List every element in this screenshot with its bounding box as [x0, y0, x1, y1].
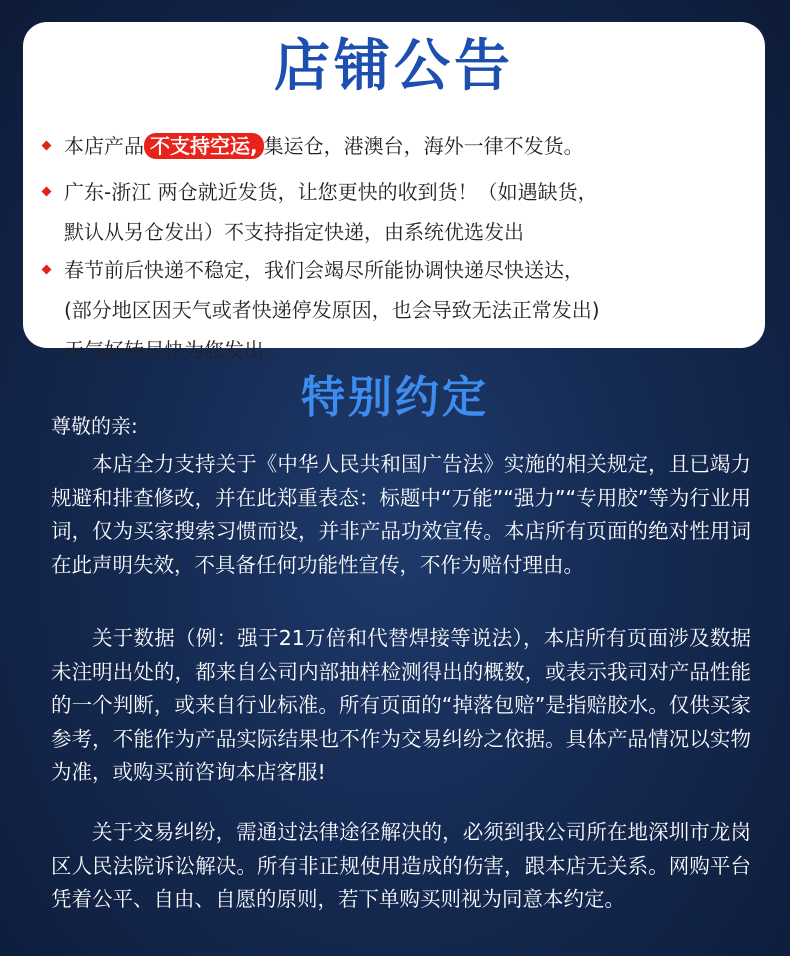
- notice-text: 广东-浙江 两仓就近发货，让您更快的收到货！（如遇缺货，: [64, 180, 598, 204]
- notice-item-warehouse: [43, 172, 745, 252]
- notice-item-shipping-restriction: [43, 126, 745, 166]
- agreement-title: 特别约定: [301, 372, 489, 423]
- notice-text: 默认从另仓发出）不支持指定快递，由系统优选发出: [64, 220, 524, 244]
- notice-text: 本店产品: [64, 134, 144, 158]
- greeting: 尊敬的亲:: [51, 414, 138, 438]
- notice-text: 集运仓，港澳台，海外一律不发货。: [263, 134, 584, 158]
- red-diamond-bullet-icon: [42, 265, 52, 275]
- agreement-paragraph-ad-law: 本店全力支持关于《中华人民共和国广告法》实施的相关规定，且已竭力规避和排查修改，并在此郑重表态：标题中“万能”“强力”“专用胶”等为行业用词，仅为买家搜索习惯而设，并非产品功效宣传。本店所有页面的绝对性用词在此声明失效，不具备任何功能性宣传，不作为赔付理由。: [51, 452, 751, 577]
- agreement-paragraph-disputes: 关于交易纠纷，需通过法律途径解决的，必须到我公司所在地深圳市龙岗区人民法院诉讼解决。所有非正规使用造成的伤害，跟本店无关系。网购平台凭着公平、自由、自愿的原则，若下单购买则视为同意本约定。: [51, 820, 751, 911]
- notice-text: 春节前后快递不稳定，我们会竭尽所能协调快递尽快送达，: [64, 258, 584, 282]
- notice-text: (部分地区因天气或者快递停发原因，也会导致无法正常发出): [64, 298, 600, 322]
- red-diamond-bullet-icon: [42, 141, 52, 151]
- agreement-paragraph-data: 关于数据（例：强于21万倍和代替焊接等说法），本店所有页面涉及数据未注明出处的，都来自公司内部抽样检测得出的概数，或表示我司对产品性能的一个判断，或来自行业标准。所有页面的“掉落包赔”是指赔胶水。仅供买家参考，不能作为产品实际结果也不作为交易纠纷之依据。具体产品情况以实物为准，或购买前咨询本店客服!: [51, 626, 751, 784]
- store-notice-card: [23, 22, 765, 362]
- notice-text: 天气好转尽快为您发出: [64, 338, 264, 362]
- highlight-badge: 不支持空运,: [144, 133, 264, 159]
- notice-title: 店铺公告: [274, 34, 514, 99]
- notice-item-holiday: [43, 250, 745, 370]
- red-diamond-bullet-icon: [42, 187, 52, 197]
